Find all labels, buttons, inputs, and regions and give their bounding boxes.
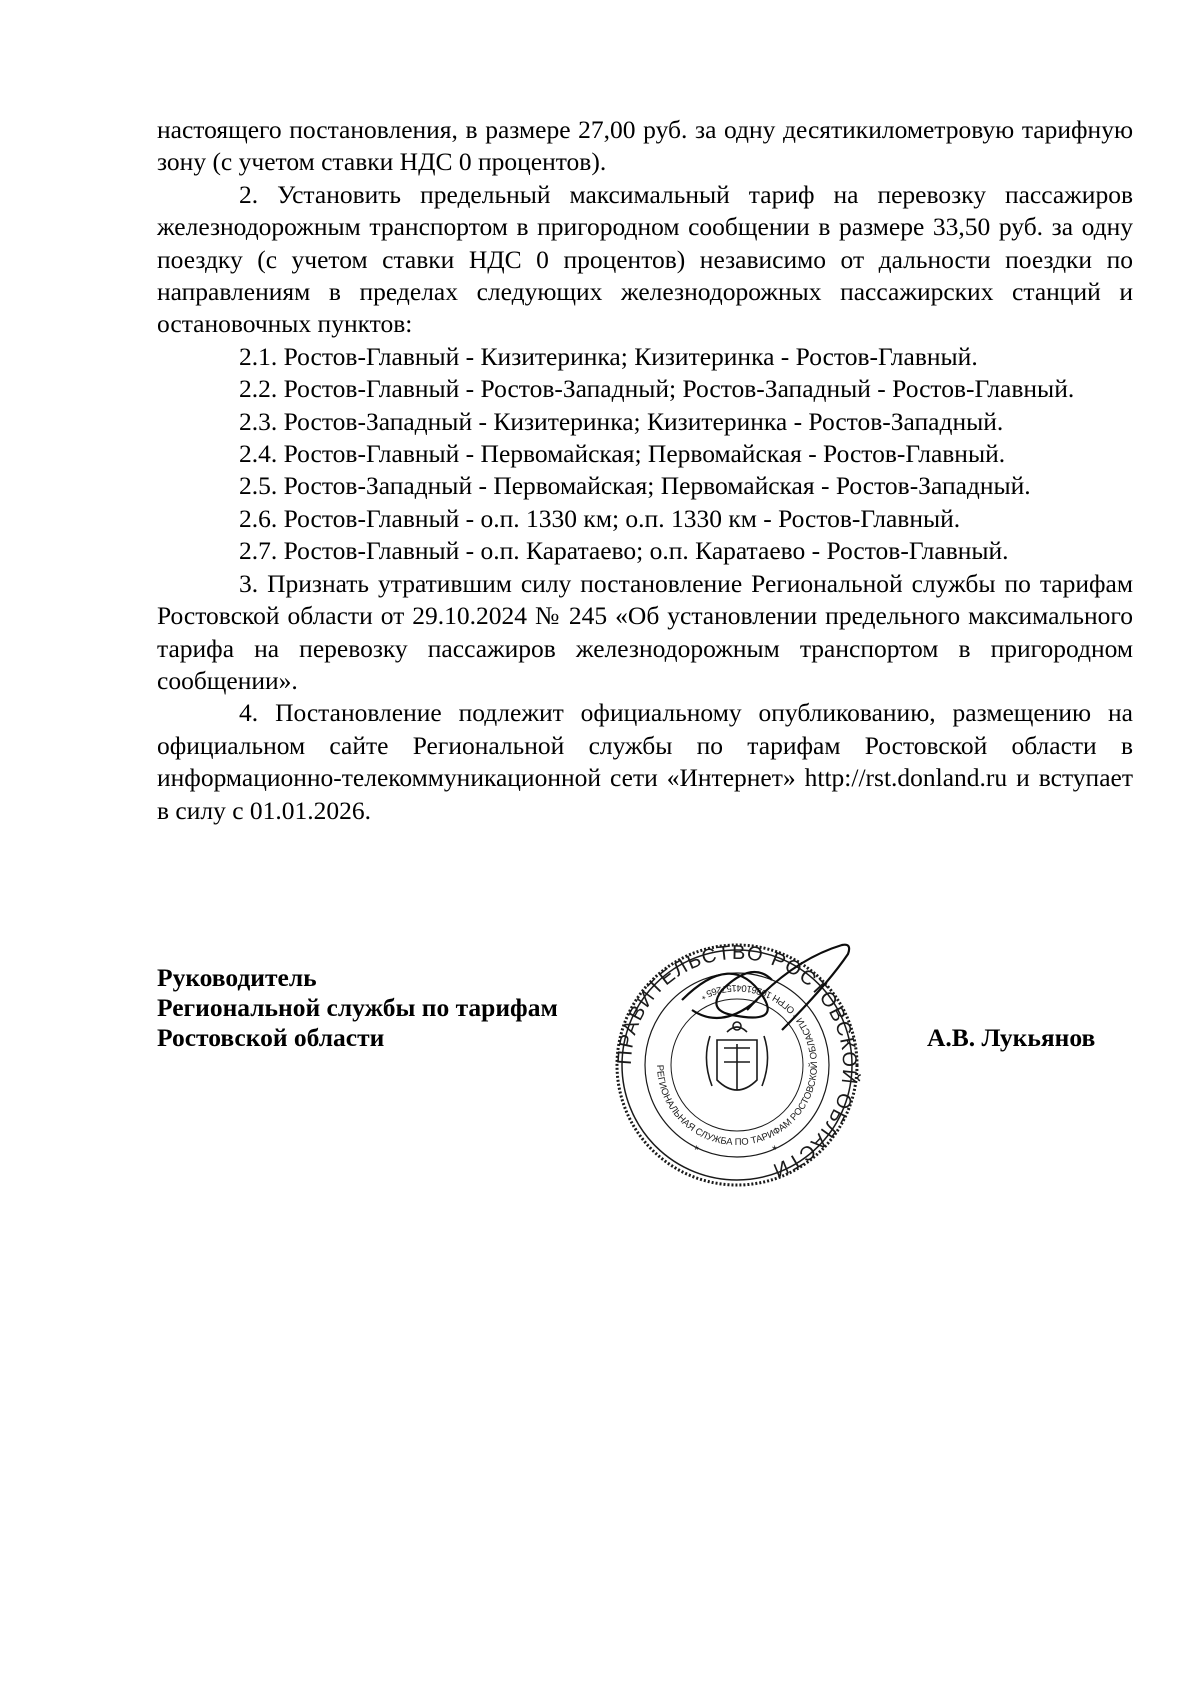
paragraph: 2.5. Ростов-Западный - Первомайская; Первомайская - Ростов-Западный. (239, 471, 1031, 501)
signature-block (157, 963, 1133, 1053)
paragraph: настоящего постановления, в размере 27,00 руб. за одну десятикилометровую тарифную зону (с учетом ставки НДС 0 процентов). (157, 115, 1133, 177)
paragraph: 3. Признать утратившим силу постановление Региональной службы по тарифам Ростовской области от 29.10.2024 № 245 «Об установлении предельного максимального тарифа на перевозку пассажиров железнодорожным транспортом в пригородном сообщении». (157, 568, 1133, 695)
paragraph: 2.6. Ростов-Главный - о.п. 1330 км; о.п. 1330 км - Ростов-Главный. (239, 503, 961, 533)
signatory-title-line: Ростовской области (157, 1023, 385, 1052)
paragraph: 2.2. Ростов-Главный - Ростов-Западный; Ростов-Западный - Ростов-Главный. (239, 374, 1075, 404)
seal-inner-text: РЕГИОНАЛЬНАЯ СЛУЖБА ПО ТАРИФАМ РОСТОВСКОЙ ОБЛАСТИ * ОГРН 1026104157265 * (653, 981, 821, 1149)
paragraph: 2.3. Ростов-Западный - Кизитеринка; Кизитеринка - Ростов-Западный. (239, 406, 1004, 436)
seal-outer-text: ПРАВИТЕЛЬСТВО РОСТОВСКОЙ ОБЛАСТИ (613, 941, 861, 1182)
paragraph: 2. Установить предельный максимальный тариф на перевозку пассажиров железнодорожным транспортом в пригородном сообщении в размере 33,50 руб. за одну поездку (с учетом ставки НДС 0 процентов) независимо от дальности поездки по направлениям в пределах следующих железнодорожных пассажирских станций и остановочных пунктов: (157, 179, 1133, 339)
paragraph: 2.1. Ростов-Главный - Кизитеринка; Кизитеринка - Ростов-Главный. (239, 341, 978, 371)
signatory-title-line: Руководитель (157, 963, 317, 992)
signatory-title-line: Региональной службы по тарифам (157, 993, 558, 1022)
document-body (157, 114, 1133, 827)
paragraph: 4. Постановление подлежит официальному опубликованию, размещению на официальном сайте Региональной службы по тарифам Ростовской области в информационно-телекоммуникационной сети «Интернет» http://rst.donland.ru и вступает в силу с 01.01.2026. (157, 698, 1133, 825)
paragraph: 2.7. Ростов-Главный - о.п. Каратаево; о.п. Каратаево - Ростов-Главный. (239, 536, 1009, 566)
svg-text:*: * (694, 1143, 699, 1157)
svg-text:*: * (772, 1143, 777, 1157)
signatory-name: А.В. Лукьянов (927, 1023, 1096, 1052)
paragraph: 2.4. Ростов-Главный - Первомайская; Первомайская - Ростов-Главный. (239, 439, 1006, 469)
